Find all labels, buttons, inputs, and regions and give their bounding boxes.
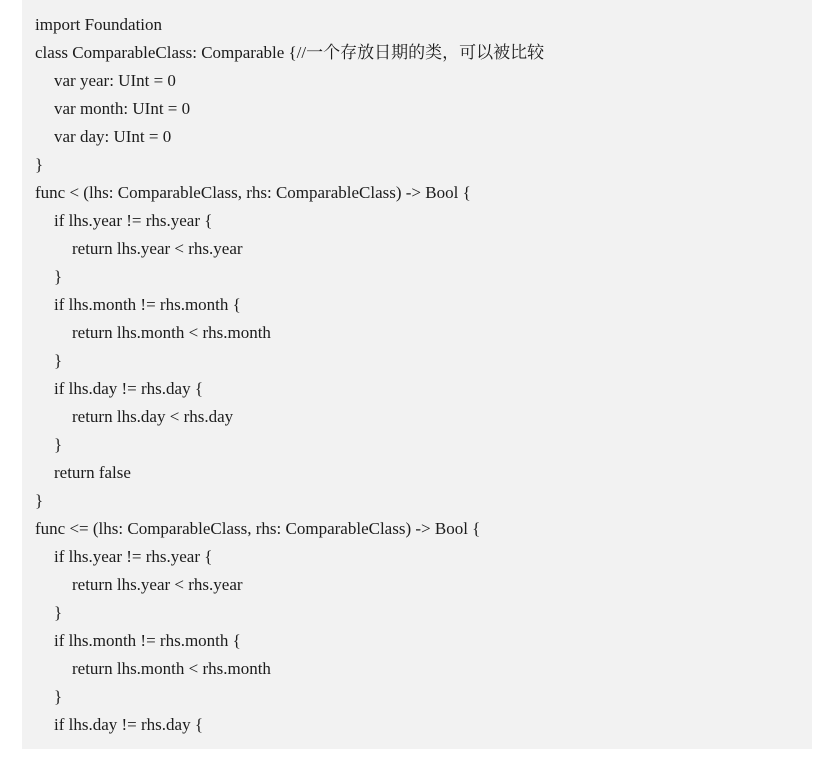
- code-line: if lhs.day != rhs.day {: [54, 715, 203, 734]
- code-line: return lhs.day < rhs.day: [72, 407, 234, 426]
- code-line: var day: UInt = 0: [54, 127, 172, 146]
- code-line: }: [35, 155, 44, 174]
- code-line: if lhs.month != rhs.month {: [54, 631, 241, 650]
- code-line: if lhs.day != rhs.day {: [54, 379, 203, 398]
- code-line: if lhs.year != rhs.year {: [54, 211, 213, 230]
- code-line: }: [54, 687, 63, 706]
- code-line: }: [35, 491, 44, 510]
- code-line: var year: UInt = 0: [54, 71, 176, 90]
- code-line: var month: UInt = 0: [54, 99, 191, 118]
- code-line: if lhs.month != rhs.month {: [54, 295, 241, 314]
- code-line: }: [54, 603, 63, 622]
- code-line: return lhs.month < rhs.month: [72, 659, 271, 678]
- code-line: return lhs.year < rhs.year: [72, 239, 243, 258]
- code-line: return lhs.year < rhs.year: [72, 575, 243, 594]
- code-line: return false: [54, 463, 131, 482]
- code-line: }: [54, 267, 63, 286]
- code-line: return lhs.month < rhs.month: [72, 323, 271, 342]
- code-line: import Foundation: [35, 15, 163, 34]
- code-line: }: [54, 435, 63, 454]
- code-line: func < (lhs: ComparableClass, rhs: ComparableClass) -> Bool {: [35, 183, 471, 202]
- code-line: }: [54, 351, 63, 370]
- code-line: if lhs.year != rhs.year {: [54, 547, 213, 566]
- code-line: class ComparableClass: Comparable {//一个存放日期的类，可以被比较: [35, 43, 545, 62]
- code-block: [22, 0, 812, 749]
- code-line: func <= (lhs: ComparableClass, rhs: ComparableClass) -> Bool {: [35, 519, 481, 538]
